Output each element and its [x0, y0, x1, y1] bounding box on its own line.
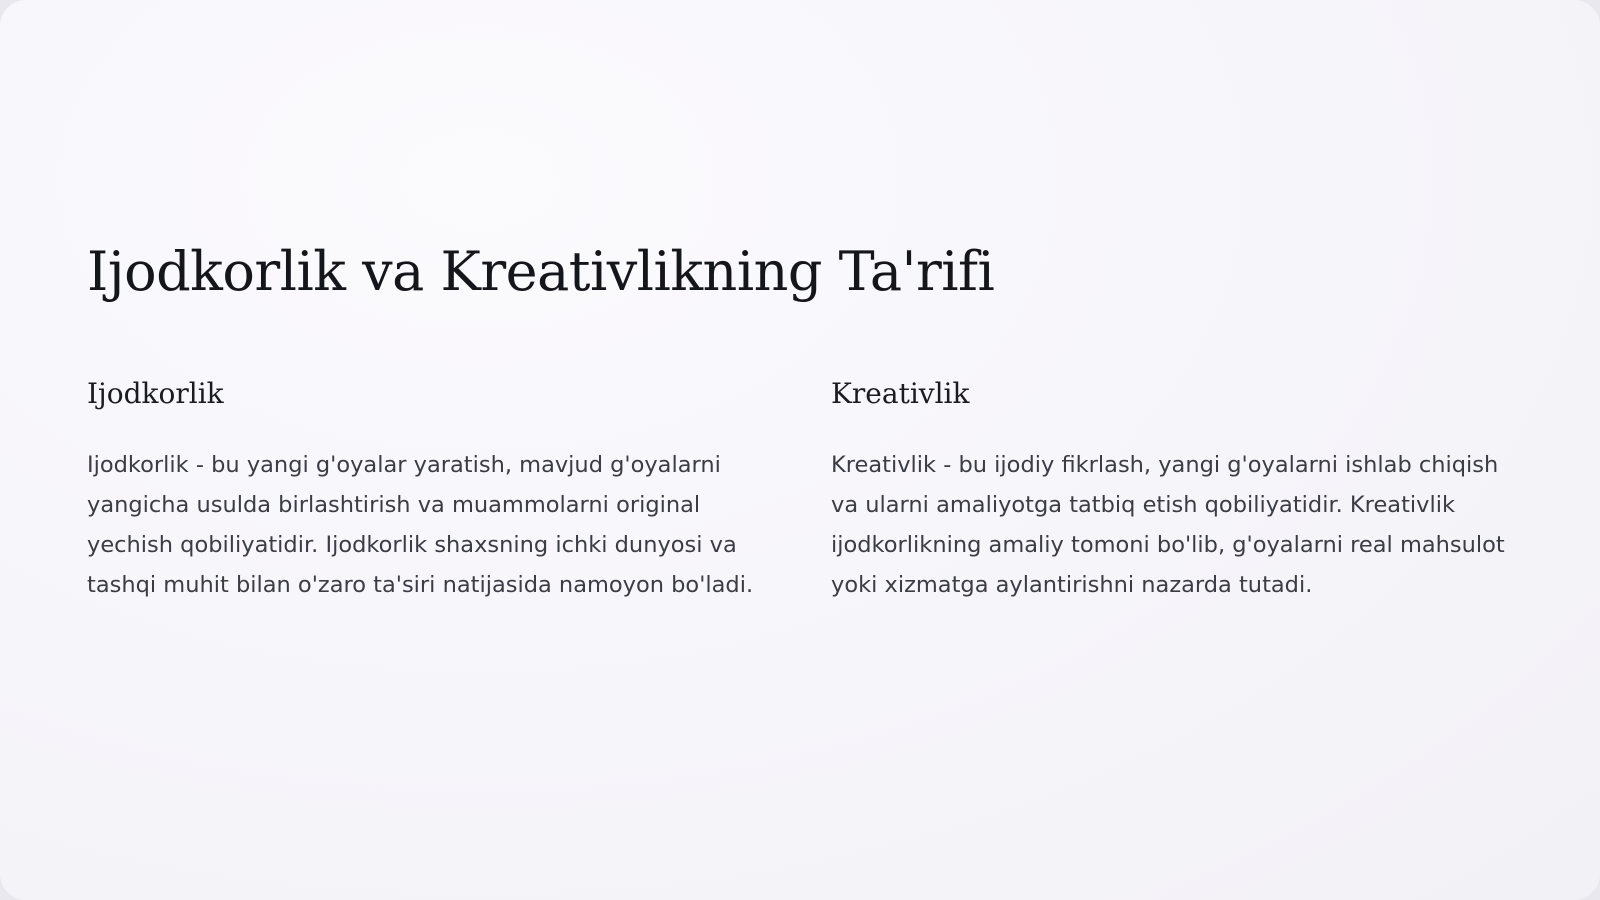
definition-column-kreativlik: [831, 377, 1521, 605]
column-heading: Ijodkorlik: [87, 377, 224, 410]
column-text: Kreativlik - bu ijodiy fikrlash, yangi g'oyalarni ishlab chiqish va ularni amaliyotga tatbiq etish qobiliyatidir. Kreativlik ijodkorlikning amaliy tomoni bo'lib, g'oyalarni real mahsulot yoki xizmatga aylantirishni nazarda tutadi.: [831, 451, 1505, 598]
definition-column-ijodkorlik: [87, 377, 777, 605]
column-heading: Kreativlik: [831, 377, 970, 410]
slide-title: Ijodkorlik va Kreativlikning Ta'rifi: [87, 240, 995, 303]
column-text: Ijodkorlik - bu yangi g'oyalar yaratish, mavjud g'oyalarni yangicha usulda birlashtirish va muammolarni original yechish qobiliyatidir. Ijodkorlik shaxsning ichki dunyosi va tashqi muhit bilan o'zaro ta'siri natijasida namoyon bo'ladi.: [87, 451, 754, 598]
